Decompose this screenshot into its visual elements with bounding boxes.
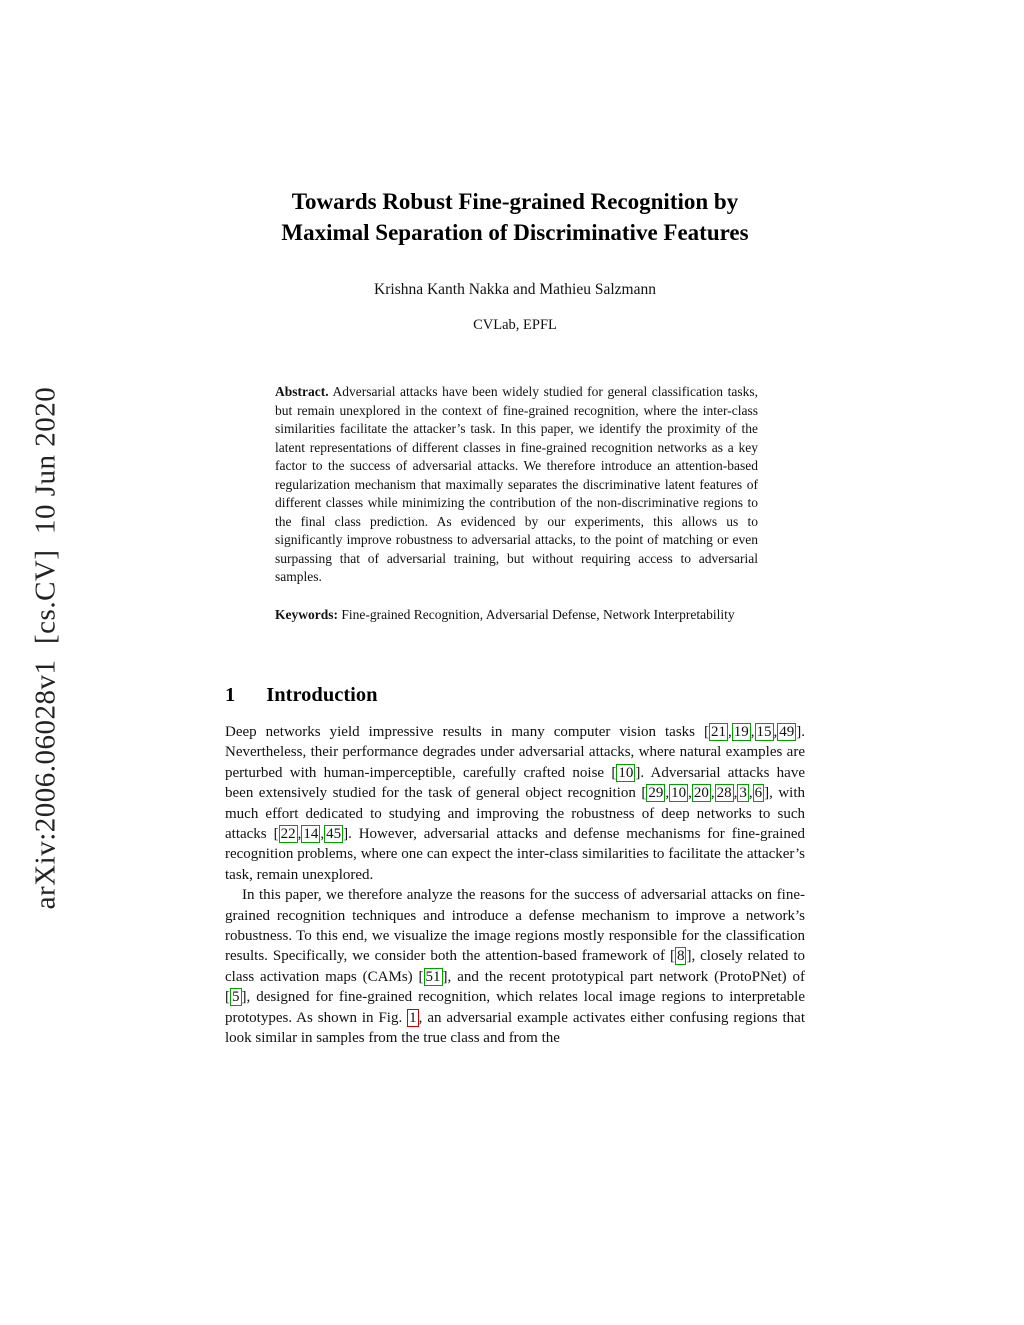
citation-link[interactable]: 51: [425, 968, 441, 985]
citation-link[interactable]: 49: [779, 724, 795, 740]
citation-link[interactable]: 29: [648, 785, 664, 802]
citation-link[interactable]: 8: [676, 948, 685, 965]
citation-link[interactable]: 45: [326, 826, 342, 843]
bold-run-in: Keywords:: [275, 606, 338, 622]
abstract-block: [275, 383, 758, 624]
citation-link[interactable]: 5: [232, 989, 240, 1006]
paper-title: [225, 186, 805, 248]
citation-link[interactable]: 15: [756, 724, 772, 740]
title-line-1: Towards Robust Fine-grained Recognition by: [291, 189, 739, 214]
intro-paragraph-1: Deep networks yield impressive results in many computer vision tasks [ 21 , 19 , 15 , 49 ]. Nevertheless, their performance degrades under adversarial attacks, where natural examples are perturbed with human-imperceptible, carefully crafted noise [ 10 ]. Adversarial attacks have been extensively studied for the task of general object recognition [ 29 , 10 , 20 , 28 , 3 , 6 ], with much effort dedicated to studying and improving the robustness of deep networks to such attacks [ 22 , 14 , 45 ]. However, adversarial attacks and defense mechanisms for fine-grained recognition problems, where one can expect the inter-class similarities to facilitate the attacker’s task, remain unexplored.: [225, 724, 806, 883]
citation-link[interactable]: 14: [303, 826, 319, 843]
citation-link[interactable]: 22: [280, 826, 296, 843]
citation-link[interactable]: 10: [671, 785, 687, 802]
affiliation-line: CVLab, EPFL: [473, 317, 557, 333]
citation-link[interactable]: 6: [754, 785, 763, 802]
citation-link[interactable]: 19: [733, 724, 749, 740]
citation-link[interactable]: 28: [716, 785, 732, 802]
citation-link[interactable]: 10: [618, 764, 634, 781]
keywords-paragraph: Keywords: Fine-grained Recognition, Adversarial Defense, Network Interpretability: [275, 606, 735, 622]
section-heading-introduction: [225, 684, 805, 707]
citation-link[interactable]: 3: [739, 785, 747, 802]
section-number: 1: [225, 684, 236, 706]
paper-content: [225, 0, 805, 1049]
intro-paragraph-2: In this paper, we therefore analyze the reasons for the success of adversarial attacks on fine-grained recognition techniques and introduce a defense mechanism to improve a network’s robustness. To this end, we visualize the image regions mostly responsible for the classification results. Specifically, we consider both the attention-based framework of [ 8 ], closely related to class activation maps (CAMs) [ 51 ], and the recent prototypical part network (ProtoPNet) of [ 5 ], designed for fine-grained recognition, which relates local image regions to interpretable prototypes. As shown in Fig. 1 , an adversarial example activates either confusing regions that look similar in samples from the true class and from the: [225, 887, 806, 1047]
abstract-paragraph: Abstract. Adversarial attacks have been widely studied for general classification tasks, but remain unexplored in the context of fine-grained recognition, where the inter-class similarities facilitate the attacker’s task. In this paper, we identify the proximity of the latent representations of different classes in fine-grained recognition networks as a key factor to the success of adversarial attacks. We therefore introduce an attention-based regularization mechanism that maximally separates the discriminative latent features of different classes while minimizing the contribution of the non-discriminative regions to the final class prediction. As evidenced by our experiments, this allows us to significantly improve robustness to adversarial attacks, to the point of matching or even surpassing that of adversarial training, but without requiring access to adversarial samples.: [275, 384, 758, 584]
section-title: Introduction: [266, 684, 378, 706]
authors-line: Krishna Kanth Nakka and Mathieu Salzmann: [374, 281, 656, 298]
title-line-2: Maximal Separation of Discriminative Features: [281, 220, 749, 245]
bold-run-in: Abstract.: [275, 384, 329, 399]
citation-link[interactable]: 21: [711, 724, 726, 740]
arxiv-watermark: arXiv:2006.06028v1 [cs.CV] 10 Jun 2020: [29, 386, 62, 910]
figure-link[interactable]: 1: [409, 1009, 417, 1026]
citation-link[interactable]: 20: [693, 785, 709, 802]
